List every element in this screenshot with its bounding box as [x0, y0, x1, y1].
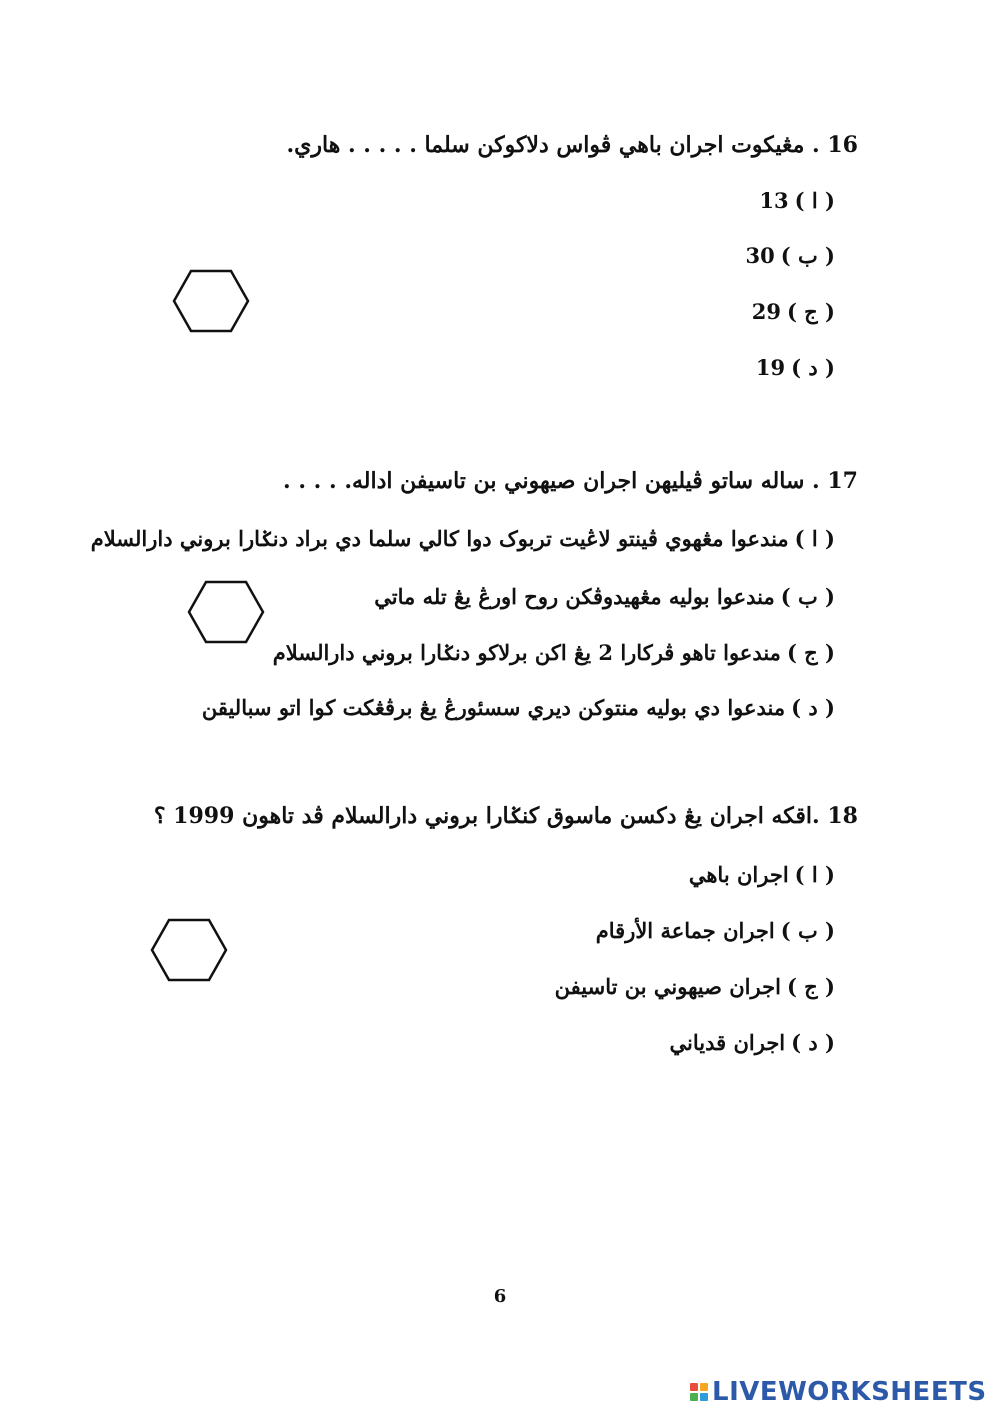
question-16-title: 16 . مڠيکوت اجران باهي ڤواس دلاکوکن سلما . . . . . هاري.	[286, 132, 858, 158]
question-18-title: 18 .اقکه اجران يڠ دکسن ماسوق کنݢارا بروني دارالسلام ڤد تاهون 1999 ؟	[153, 803, 858, 829]
question-17-option-a	[91, 526, 835, 551]
option-label: ( ج )	[786, 299, 835, 324]
option-label: ( ب )	[780, 918, 835, 943]
page-number: 6	[493, 1286, 507, 1307]
option-label: ( ا )	[794, 188, 835, 213]
question-16-option-d	[756, 355, 835, 380]
question-17-option-c	[273, 640, 835, 665]
option-text: اجران قدياني	[669, 1030, 786, 1055]
logo-mark-icon	[690, 1383, 708, 1401]
answer-box-18[interactable]	[150, 918, 228, 982]
option-text: اجران جماعة الأرقام	[595, 918, 775, 943]
option-label: ( ب )	[780, 584, 835, 609]
option-text: اجران باهي	[688, 862, 789, 887]
answer-box-16[interactable]	[172, 269, 250, 333]
option-text: اجران صيهوني بن تاسيفن	[554, 974, 781, 999]
question-16-option-a	[759, 188, 835, 213]
option-label: ( ب )	[780, 243, 835, 268]
question-16-option-b	[746, 243, 836, 268]
option-text: مندعوا بوليه مڠهيدوڤکن روح اورڠ يڠ تله ماتي	[374, 584, 775, 609]
question-18-option-c	[555, 974, 835, 999]
option-text: مندعوا مڠهوي ڤينتو لاڠيت تربوک دوا کالي سلما دي براد دنݢارا بروني دارالسلام	[90, 526, 789, 551]
option-label: ( ا )	[794, 526, 835, 551]
option-text: 19	[755, 355, 786, 380]
option-text: مندعوا دي بوليه منتوکن ديري سسئورڠ يڠ برڤڠکت کوا اتو سباليقن	[201, 695, 786, 720]
option-label: ( د )	[791, 355, 835, 380]
option-text: مندعوا تاهو ڤرکارا 2 يڠ اکن برلاکو دنݢارا بروني دارالسلام	[272, 640, 781, 665]
option-label: ( ج )	[786, 974, 835, 999]
option-text: 30	[745, 243, 775, 268]
option-text: 29	[751, 299, 781, 324]
option-text: 13	[759, 188, 789, 213]
option-label: ( د )	[791, 1030, 835, 1055]
option-label: ( ا )	[794, 862, 835, 887]
question-17-option-d	[202, 695, 835, 720]
option-label: ( د )	[791, 695, 835, 720]
answer-box-17[interactable]	[187, 580, 265, 644]
question-17-title: 17 . ساله ساتو ڤيليهن اجران صيهوني بن تاسيفن اداله. . . . .	[283, 468, 858, 494]
question-17-option-b	[374, 584, 835, 609]
question-18-option-d	[670, 1030, 835, 1055]
brand-name: LIVEWORKSHEETS	[712, 1377, 987, 1407]
liveworksheets-logo	[690, 1377, 987, 1407]
question-18-option-b	[596, 918, 835, 943]
question-16-option-c	[752, 299, 835, 324]
option-label: ( ج )	[786, 640, 835, 665]
question-18-option-a	[689, 862, 835, 887]
